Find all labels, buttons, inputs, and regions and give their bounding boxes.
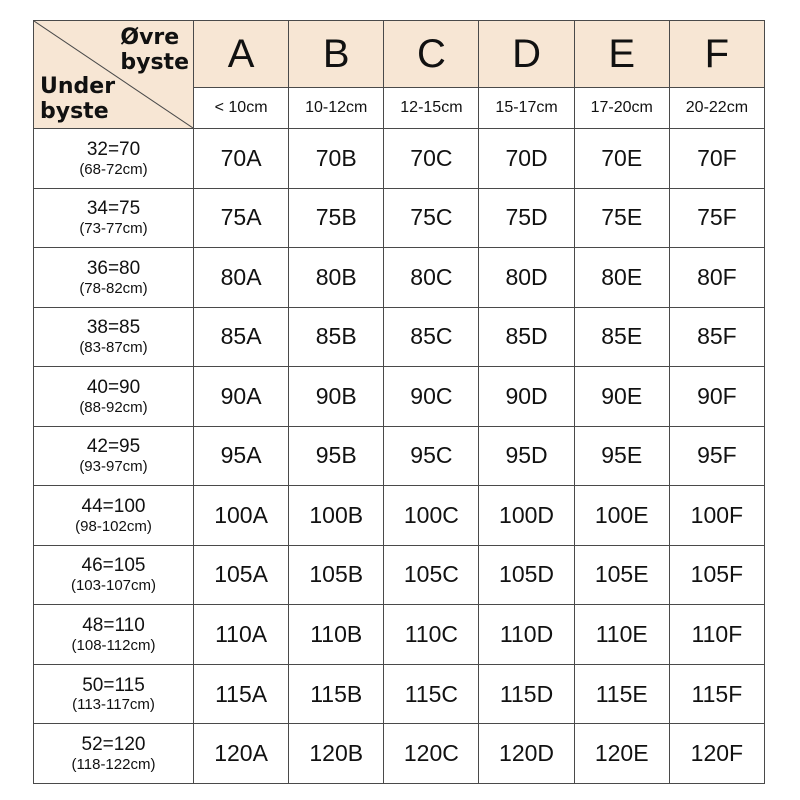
band-size: 34=75 [86, 198, 141, 220]
size-cell: 85D [479, 307, 574, 367]
band-range: (118-122cm) [71, 755, 156, 773]
under-bust-cell [34, 307, 194, 367]
cup-letter: E [574, 21, 669, 88]
size-cell: 115B [289, 664, 384, 724]
size-cell: 110B [289, 605, 384, 665]
size-cell: 100C [384, 486, 479, 546]
size-cell: 110F [669, 605, 764, 665]
size-cell: 75A [194, 188, 289, 248]
size-cell: 110C [384, 605, 479, 665]
size-cell: 115D [479, 664, 574, 724]
cup-letter-row [34, 21, 765, 88]
table-row [34, 188, 765, 248]
band-range: (93-97cm) [79, 458, 148, 476]
size-cell: 100A [194, 486, 289, 546]
band-size: 44=100 [81, 495, 146, 517]
under-bust-cell [34, 664, 194, 724]
table-row [34, 307, 765, 367]
table-row [34, 605, 765, 665]
size-cell: 105C [384, 545, 479, 605]
size-cell: 95B [289, 426, 384, 486]
under-bust-label-line2: byste [40, 99, 109, 124]
under-bust-label-line1: Under [40, 74, 116, 99]
size-cell: 70E [574, 129, 669, 189]
size-cell: 95D [479, 426, 574, 486]
band-range: (113-117cm) [72, 696, 155, 714]
table-row [34, 664, 765, 724]
cup-letter: B [289, 21, 384, 88]
size-cell: 100F [669, 486, 764, 546]
size-cell: 70D [479, 129, 574, 189]
band-size: 50=115 [82, 674, 145, 696]
table-row [34, 545, 765, 605]
band-range: (88-92cm) [79, 398, 148, 416]
under-bust-cell [34, 724, 194, 784]
size-cell: 110A [194, 605, 289, 665]
under-bust-cell [34, 545, 194, 605]
size-cell: 120D [479, 724, 574, 784]
size-cell: 80D [479, 248, 574, 308]
table-row [34, 248, 765, 308]
table-row [34, 724, 765, 784]
cup-letter: F [669, 21, 764, 88]
under-bust-cell [34, 486, 194, 546]
size-cell: 85A [194, 307, 289, 367]
size-cell: 115A [194, 664, 289, 724]
band-size: 42=95 [86, 436, 141, 458]
size-cell: 80B [289, 248, 384, 308]
band-range: (103-107cm) [70, 577, 157, 595]
size-cell: 120B [289, 724, 384, 784]
size-cell: 80E [574, 248, 669, 308]
under-bust-label [40, 74, 115, 124]
band-size: 48=110 [82, 614, 145, 636]
size-cell: 120F [669, 724, 764, 784]
under-bust-cell [34, 188, 194, 248]
cup-range: < 10cm [194, 88, 289, 129]
size-cell: 70B [289, 129, 384, 189]
size-cell: 95C [384, 426, 479, 486]
band-range: (73-77cm) [79, 220, 148, 238]
size-cell: 80C [384, 248, 479, 308]
under-bust-cell [34, 605, 194, 665]
cup-range: 20-22cm [669, 88, 764, 129]
band-range: (83-87cm) [79, 339, 148, 357]
band-size: 38=85 [86, 317, 141, 339]
band-size: 32=70 [86, 138, 141, 160]
size-cell: 90F [669, 367, 764, 427]
under-bust-cell [34, 129, 194, 189]
size-cell: 85E [574, 307, 669, 367]
size-cell: 95F [669, 426, 764, 486]
size-cell: 110E [574, 605, 669, 665]
size-cell: 90C [384, 367, 479, 427]
bra-size-table [33, 20, 765, 784]
cup-range: 10-12cm [289, 88, 384, 129]
cup-range: 15-17cm [479, 88, 574, 129]
size-table-body [34, 129, 765, 784]
size-cell: 115F [669, 664, 764, 724]
table-row [34, 367, 765, 427]
size-cell: 105D [479, 545, 574, 605]
band-size: 52=120 [81, 734, 146, 756]
size-cell: 80A [194, 248, 289, 308]
size-cell: 85F [669, 307, 764, 367]
size-cell: 90A [194, 367, 289, 427]
band-range: (98-102cm) [75, 517, 152, 535]
size-cell: 120C [384, 724, 479, 784]
upper-bust-label-line2: byste [120, 50, 189, 75]
size-cell: 95A [194, 426, 289, 486]
cup-letter: A [194, 21, 289, 88]
size-cell: 105B [289, 545, 384, 605]
cup-letter: C [384, 21, 479, 88]
size-cell: 100D [479, 486, 574, 546]
size-cell: 105A [194, 545, 289, 605]
under-bust-cell [34, 426, 194, 486]
size-cell: 120A [194, 724, 289, 784]
size-cell: 110D [479, 605, 574, 665]
size-cell: 90E [574, 367, 669, 427]
size-cell: 100B [289, 486, 384, 546]
band-size: 40=90 [86, 376, 141, 398]
size-cell: 90B [289, 367, 384, 427]
size-cell: 70F [669, 129, 764, 189]
upper-bust-label [120, 25, 189, 75]
size-cell: 115C [384, 664, 479, 724]
corner-header [34, 21, 194, 129]
under-bust-cell [34, 367, 194, 427]
size-cell: 75B [289, 188, 384, 248]
band-range: (108-112cm) [71, 636, 156, 654]
size-cell: 70A [194, 129, 289, 189]
size-cell: 105F [669, 545, 764, 605]
band-size: 36=80 [86, 257, 141, 279]
size-cell: 115E [574, 664, 669, 724]
band-range: (68-72cm) [79, 160, 148, 178]
size-cell: 105E [574, 545, 669, 605]
size-cell: 95E [574, 426, 669, 486]
size-cell: 120E [574, 724, 669, 784]
size-cell: 75D [479, 188, 574, 248]
band-size: 46=105 [81, 555, 146, 577]
cup-range: 12-15cm [384, 88, 479, 129]
table-row [34, 486, 765, 546]
cup-letter: D [479, 21, 574, 88]
size-cell: 75C [384, 188, 479, 248]
cup-range: 17-20cm [574, 88, 669, 129]
size-cell: 80F [669, 248, 764, 308]
size-cell: 85B [289, 307, 384, 367]
size-cell: 75F [669, 188, 764, 248]
size-cell: 75E [574, 188, 669, 248]
size-cell: 90D [479, 367, 574, 427]
size-cell: 85C [384, 307, 479, 367]
under-bust-cell [34, 248, 194, 308]
size-cell: 70C [384, 129, 479, 189]
upper-bust-label-line1: Øvre [120, 25, 180, 50]
table-row [34, 129, 765, 189]
table-row [34, 426, 765, 486]
size-cell: 100E [574, 486, 669, 546]
band-range: (78-82cm) [79, 279, 148, 297]
